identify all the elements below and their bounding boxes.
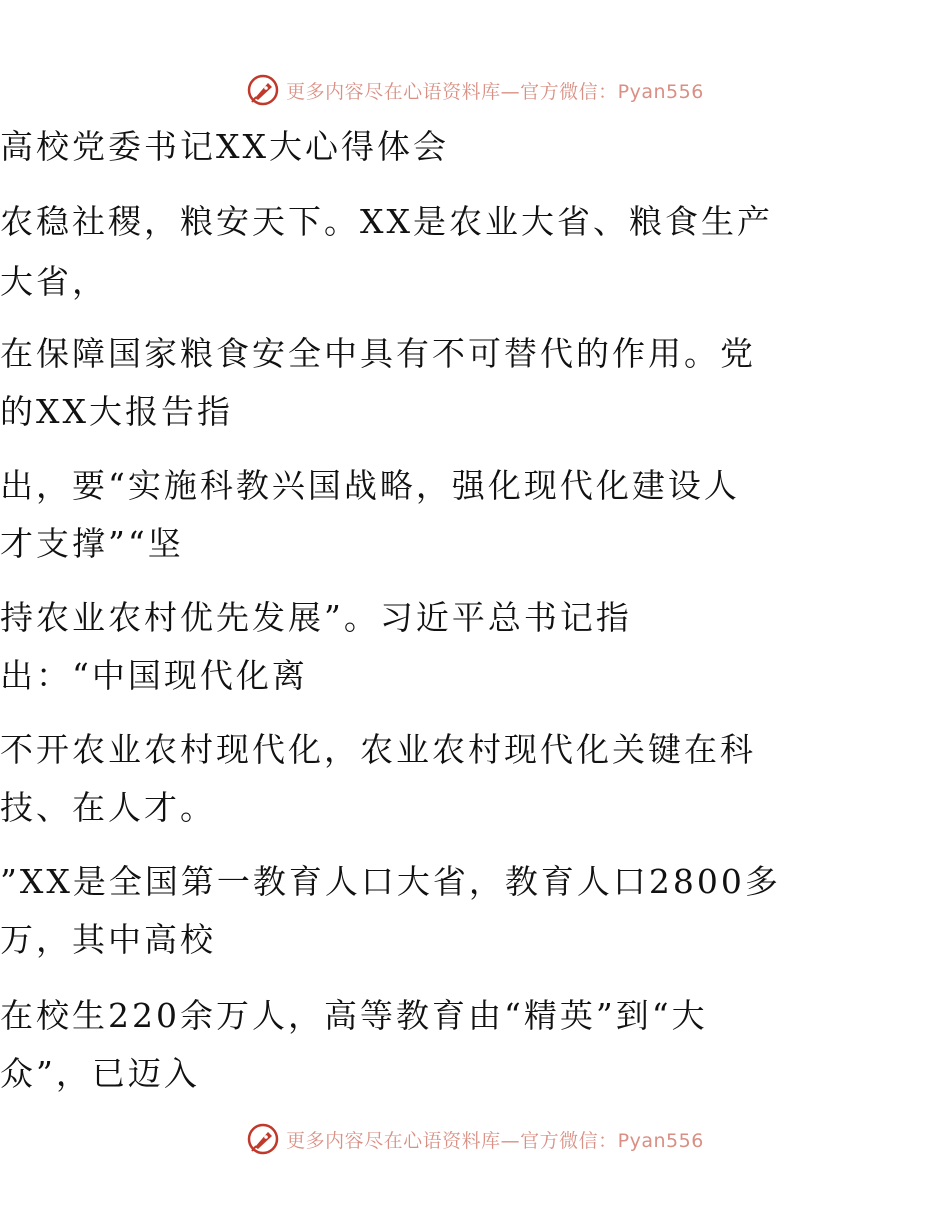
text-line: 大省， xyxy=(0,262,108,301)
text-line: 出：“中国现代化离 xyxy=(0,656,308,695)
pen-nib-logo-icon xyxy=(246,1122,280,1156)
header-watermark xyxy=(0,70,950,110)
text-line: 技、在人才。 xyxy=(0,788,216,827)
text-line: 不开农业农村现代化，农业农村现代化关键在科 xyxy=(0,730,756,769)
text-line: 众”，已迈入 xyxy=(0,1054,200,1093)
text-line: 在保障国家粮食安全中具有不可替代的作用。党 xyxy=(0,334,756,373)
watermark-group xyxy=(246,1122,704,1156)
watermark-text: 更多内容尽在心语资料库—官方微信：Pyan556 xyxy=(286,1129,704,1152)
watermark-group xyxy=(246,73,704,107)
text-line: 才支撑”“坚 xyxy=(0,524,184,563)
pen-nib-logo-icon xyxy=(246,73,280,107)
text-line: 出，要“实施科教兴国战略，强化现代化建设人 xyxy=(0,466,740,505)
text-line: ”XX是全国第一教育人口大省，教育人口2800多 xyxy=(0,862,781,901)
text-line: 的XX大报告指 xyxy=(0,392,233,431)
text-line: 在校生220余万人，高等教育由“精英”到“大 xyxy=(0,996,708,1035)
footer-watermark xyxy=(0,1119,950,1159)
text-line: 农稳社稷，粮安天下。XX是农业大省、粮食生产 xyxy=(0,202,773,241)
watermark-text: 更多内容尽在心语资料库—官方微信：Pyan556 xyxy=(286,80,704,103)
text-line: 持农业农村优先发展”。习近平总书记指 xyxy=(0,598,632,637)
document-title: 高校党委书记XX大心得体会 xyxy=(0,127,449,166)
text-line: 万，其中高校 xyxy=(0,920,216,959)
